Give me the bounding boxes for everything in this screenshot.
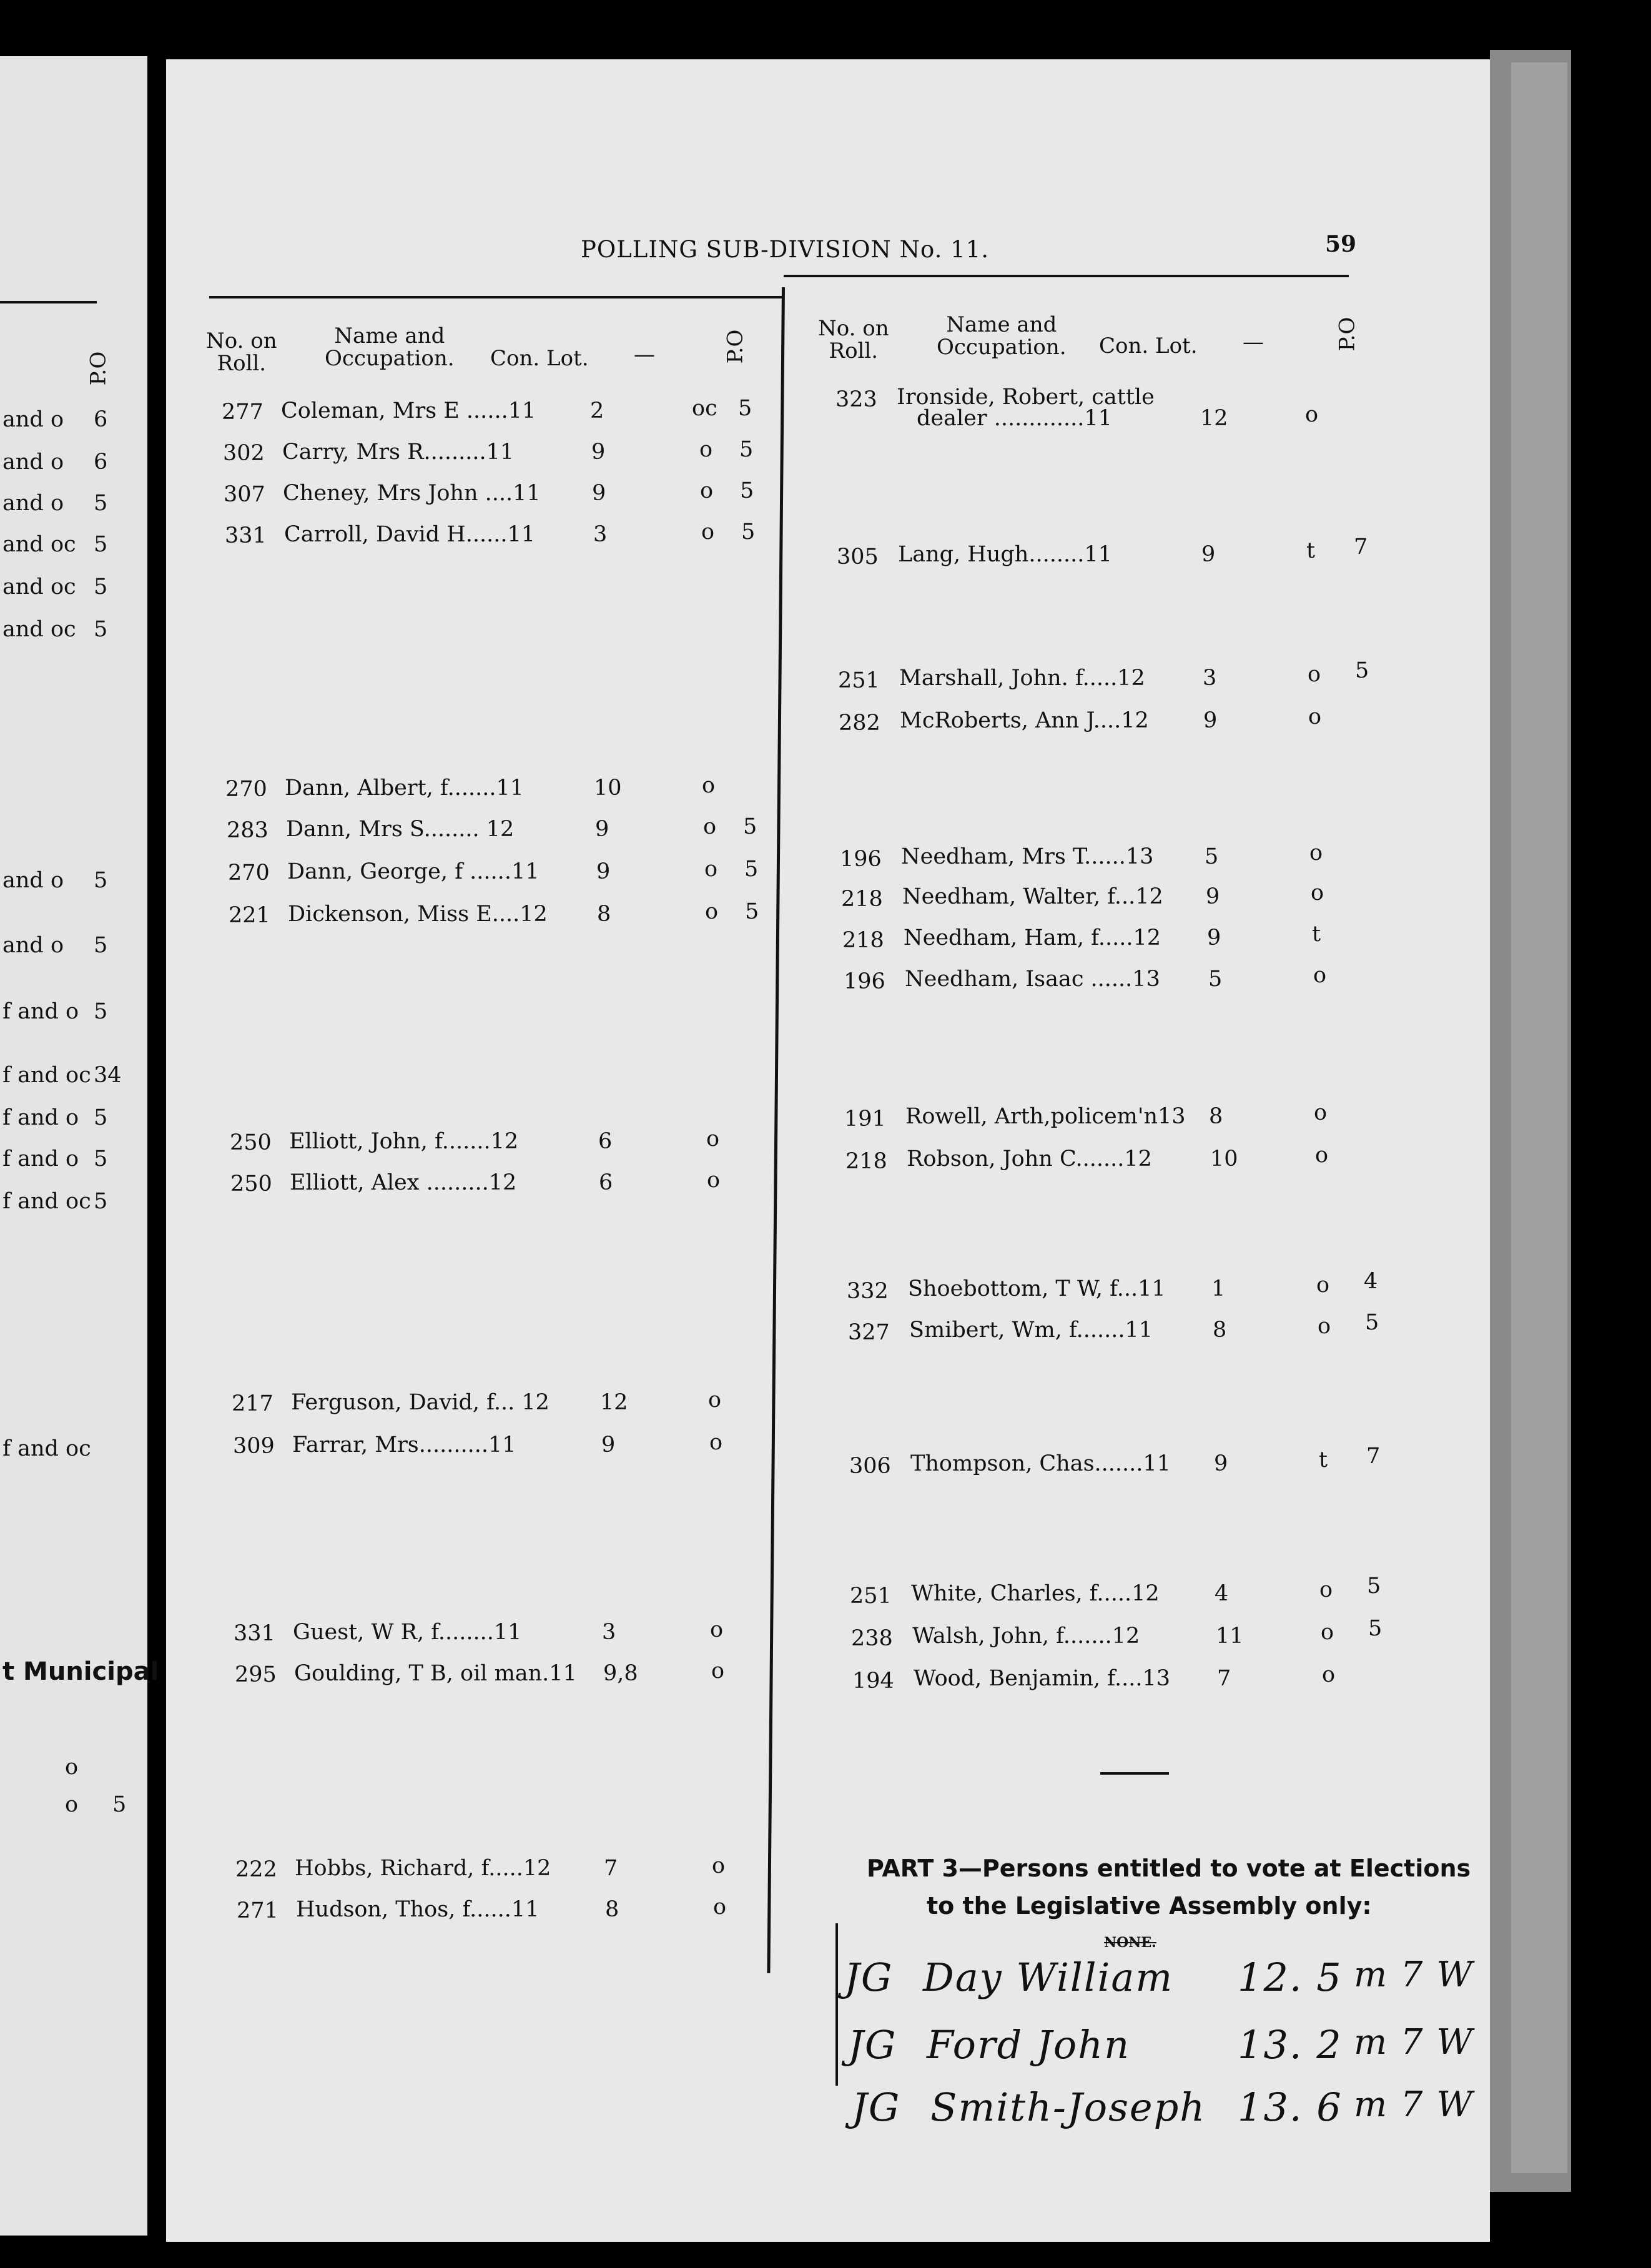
entry-flag: t: [1319, 1447, 1328, 1472]
entry-roll: 306: [849, 1454, 891, 1479]
entry-flag: o: [1315, 1143, 1329, 1168]
entry-flag: o: [708, 1388, 722, 1413]
entry-name: McRoberts, Ann J....12: [900, 708, 1149, 733]
entry-roll: 217: [232, 1391, 274, 1416]
page-edge-inner: [1511, 62, 1567, 2173]
entry-name: Carry, Mrs R.........11: [282, 440, 515, 465]
entry-roll: 332: [847, 1279, 889, 1304]
entry-flag: o: [709, 1430, 723, 1455]
fragment-row-text: f and o: [2, 1146, 79, 1171]
entry-lot: 1: [1211, 1276, 1226, 1301]
header-conlot-left: Con. Lot.: [490, 346, 589, 371]
fragment-row-text: and o: [2, 933, 64, 958]
entry-flag: t: [1312, 922, 1321, 947]
page-number: 59: [1325, 231, 1357, 257]
entry-name: Goulding, T B, oil man.11: [294, 1661, 577, 1686]
fragment-row-text: and o: [2, 407, 64, 432]
entry-lot: 4: [1215, 1581, 1229, 1606]
header-po-left: P.O: [722, 329, 748, 364]
entry-lot: 9: [596, 859, 611, 884]
entry-flag: o: [711, 1659, 725, 1684]
entry-flag: o: [701, 520, 715, 545]
header-roll-text: No. on Roll.: [818, 316, 889, 363]
entry-lot: 10: [1210, 1146, 1238, 1171]
entry-po: 5: [741, 520, 756, 545]
fragment-row-po: 5: [94, 1146, 108, 1171]
entry-roll: 251: [838, 668, 880, 693]
part3-margin-line: [835, 1923, 838, 2086]
entry-po: 5: [1355, 658, 1369, 683]
fragment-row-po: 6: [94, 407, 108, 432]
entry-name: Farrar, Mrs..........11: [292, 1432, 516, 1457]
entry-po: 5: [1367, 1574, 1381, 1599]
entry-po: 5: [743, 814, 757, 839]
section-rule: [1100, 1772, 1169, 1775]
entry-roll: 282: [839, 711, 880, 736]
fragment-row-po: 5: [94, 532, 108, 557]
entry-roll: 218: [845, 1149, 887, 1174]
entry-name: White, Charles, f.....12: [911, 1581, 1160, 1606]
fragment-row-po: 5: [94, 491, 108, 516]
entry-name: Shoebottom, T W, f...11: [908, 1276, 1166, 1301]
fragment-row-po: 6: [94, 450, 108, 475]
entry-roll: 270: [225, 777, 267, 802]
entry-name: Rowell, Arth,policem'n13: [905, 1104, 1186, 1129]
handwritten-extra: m 7 W: [1354, 1955, 1474, 1995]
entry-roll: 191: [844, 1107, 886, 1132]
fragment-row-text: and o: [2, 491, 64, 516]
entry-lot: 6: [599, 1170, 613, 1195]
facing-page-fragment: [0, 56, 147, 2236]
entry-flag: o: [1314, 1100, 1328, 1125]
entry-lot: 8: [1209, 1104, 1223, 1129]
entry-roll: 218: [842, 928, 884, 953]
entry-po: 4: [1364, 1269, 1378, 1294]
entry-name: Dickenson, Miss E....12: [288, 902, 548, 927]
entry-roll: 250: [230, 1171, 272, 1196]
entry-flag: o: [1321, 1620, 1334, 1645]
entry-roll: 221: [229, 903, 270, 928]
entry-lot: 9: [1214, 1451, 1228, 1476]
header-po-right: P.O: [1334, 317, 1360, 352]
entry-name: Robson, John C.......12: [907, 1146, 1152, 1171]
fragment-row-po: 5: [94, 999, 108, 1024]
fragment-row-text: f and oc: [2, 1436, 91, 1461]
entry-roll: 251: [850, 1584, 892, 1609]
handwritten-name: Smith-Joseph: [930, 2084, 1206, 2130]
entry-flag: o: [1316, 1273, 1330, 1298]
entry-roll: 283: [227, 818, 269, 843]
entry-name: Lang, Hugh........11: [898, 542, 1112, 567]
entry-roll: 238: [851, 1626, 893, 1651]
entry-name: Coleman, Mrs E ......11: [281, 398, 536, 423]
entry-roll: 196: [840, 847, 882, 872]
entry-flag: t: [1306, 538, 1316, 563]
entry-lot: 12: [1200, 406, 1228, 431]
fragment-row-po: 5: [94, 1105, 108, 1130]
handwritten-con-lot: 13. 6: [1238, 2084, 1343, 2130]
entry-roll: 218: [841, 887, 883, 912]
entry-roll: 295: [235, 1662, 277, 1687]
header-roll-text: No. on Roll.: [206, 328, 277, 376]
entry-roll: 302: [223, 441, 265, 466]
handwritten-initials: JG: [848, 2022, 897, 2068]
entry-flag: o: [1313, 963, 1327, 988]
entry-roll: 196: [844, 969, 885, 994]
header-name-text: Name and Occupation.: [937, 312, 1067, 360]
part3-heading: PART 3—Persons entitled to vote at Elections: [867, 1855, 1471, 1882]
entry-name: Walsh, John, f.......12: [912, 1624, 1140, 1649]
entry-name: Needham, Mrs T......13: [901, 844, 1154, 869]
entry-flag: o: [1311, 880, 1324, 905]
entry-flag: o: [1318, 1314, 1331, 1339]
entry-name: Cheney, Mrs John ....11: [283, 481, 541, 506]
entry-flag: o: [706, 1127, 720, 1151]
entry-name: Ironside, Robert, cattle: [897, 385, 1155, 410]
entry-name: Wood, Benjamin, f....13: [914, 1666, 1171, 1691]
header-roll-right: [818, 317, 889, 362]
fragment-row-text: and o: [2, 868, 64, 893]
fragment-row-po: 5: [94, 1189, 108, 1214]
entry-roll: 309: [233, 1434, 275, 1459]
entry-flag: o: [705, 899, 719, 924]
fragment-row-text: t Municipal: [2, 1657, 159, 1686]
entry-flag: o: [700, 478, 714, 503]
part3-subheading: to the Legislative Assembly only:: [927, 1892, 1372, 1920]
entry-roll: 277: [222, 400, 264, 425]
page-header: POLLING SUB-DIVISION No. 11.: [581, 236, 990, 263]
entry-lot: 3: [1203, 666, 1217, 691]
entry-po: 7: [1354, 535, 1368, 560]
entry-name: Needham, Isaac ......13: [905, 967, 1160, 992]
entry-lot: 9: [601, 1432, 616, 1457]
fragment-row-text: f and oc: [2, 1189, 91, 1214]
entry-flag: o: [703, 814, 717, 839]
fragment-row-text: f and o: [2, 999, 79, 1024]
entry-lot: 3: [593, 522, 608, 547]
entry-lot: 9: [1206, 884, 1220, 909]
fragment-row-text: and oc: [2, 532, 76, 557]
entry-lot: 12: [600, 1390, 628, 1415]
entry-name: Dann, Mrs S........ 12: [286, 817, 515, 842]
fragment-po-header: P.O: [86, 351, 111, 386]
entry-roll: 250: [230, 1130, 272, 1155]
entry-lot: 8: [1213, 1318, 1227, 1343]
entry-name: Hobbs, Richard, f.....12: [295, 1856, 551, 1881]
entry-lot: 9: [1207, 925, 1221, 950]
entry-name: Thompson, Chas.......11: [910, 1451, 1171, 1476]
entry-lot: 6: [598, 1129, 613, 1154]
handwritten-name: Day William: [923, 1955, 1174, 2000]
entry-lot: 9: [591, 440, 606, 465]
entry-roll: 331: [225, 523, 267, 548]
fragment-row-po: 5: [94, 868, 108, 893]
handwritten-extra: m 7 W: [1354, 2022, 1474, 2063]
fragment-row-text: and o: [2, 450, 64, 475]
entry-roll: 307: [224, 482, 265, 507]
entry-roll: 222: [235, 1857, 277, 1882]
entry-roll: 194: [852, 1669, 894, 1694]
part3-none: NONE.: [1104, 1935, 1156, 1951]
entry-name: Carroll, David H......11: [284, 522, 536, 547]
entry-flag: oc: [692, 396, 717, 421]
entry-flag: o: [707, 1168, 721, 1193]
entry-roll: 271: [237, 1898, 278, 1923]
entry-po: 5: [1368, 1616, 1382, 1641]
entry-flag: o: [1308, 704, 1322, 729]
fragment-row-po: 5: [112, 1792, 127, 1817]
handwritten-name: Ford John: [927, 2022, 1131, 2068]
entry-flag: o: [710, 1617, 724, 1642]
fragment-row-text: and oc: [2, 574, 76, 599]
entry-flag: o: [702, 773, 716, 798]
entry-lot: 9: [1203, 708, 1218, 733]
entry-name: Dann, Albert, f.......11: [285, 776, 525, 801]
handwritten-con-lot: 12. 5: [1238, 1955, 1343, 2000]
entry-po: 5: [740, 478, 754, 503]
entry-name: Needham, Walter, f...12: [902, 884, 1163, 909]
header-conlot-right: Con. Lot.: [1099, 333, 1198, 358]
entry-po: 5: [1365, 1310, 1379, 1335]
entry-name: Smibert, Wm, f.......11: [909, 1318, 1153, 1343]
header-name-right: [937, 313, 1067, 358]
entry-flag: o: [1319, 1577, 1333, 1602]
entry-flag: o: [704, 857, 718, 882]
entry-roll: 270: [228, 860, 270, 885]
entry-name: Marshall, John. f.....12: [899, 666, 1145, 691]
entry-name: Hudson, Thos, f......11: [296, 1897, 540, 1922]
entry-name-continued: dealer .............11: [917, 406, 1112, 431]
entry-name: Needham, Ham, f.....12: [904, 925, 1161, 950]
fragment-row-text: o: [65, 1755, 79, 1780]
fragment-row-po: 5: [94, 617, 108, 642]
fragment-rule: [0, 301, 97, 303]
entry-flag: o: [713, 1895, 727, 1920]
header-rule-right: [784, 275, 1349, 277]
handwritten-extra: m 7 W: [1354, 2084, 1474, 2125]
header-roll-left: [206, 330, 277, 375]
fragment-row-po: 5: [94, 933, 108, 958]
entry-roll: 305: [837, 545, 879, 569]
entry-roll: 331: [234, 1621, 275, 1646]
entry-po: 5: [739, 437, 754, 462]
header-name-text: Name and Occupation.: [325, 323, 455, 371]
header-name-left: [325, 325, 455, 370]
fragment-row-text: and oc: [2, 617, 76, 642]
fragment-row-po: 34: [94, 1063, 122, 1088]
entry-lot: 7: [604, 1856, 618, 1881]
entry-lot: 10: [594, 776, 622, 801]
entry-lot: 9: [595, 817, 609, 842]
entry-lot: 7: [1217, 1666, 1231, 1691]
entry-flag: o: [712, 1853, 726, 1878]
handwritten-initials: JG: [852, 2084, 901, 2130]
entry-lot: 9: [592, 481, 606, 506]
handwritten-initials: JG: [844, 1955, 894, 2000]
entry-flag: o: [1305, 402, 1319, 427]
entry-lot: 5: [1205, 844, 1219, 869]
entry-flag: o: [1308, 662, 1321, 687]
entry-name: Elliott, John, f.......12: [289, 1129, 519, 1154]
entry-lot: 3: [602, 1620, 616, 1645]
entry-roll: 327: [848, 1320, 890, 1345]
entry-lot: 5: [1208, 967, 1223, 992]
entry-name: Elliott, Alex .........12: [290, 1170, 517, 1195]
fragment-row-text: f and o: [2, 1105, 79, 1130]
entry-flag: o: [1309, 841, 1323, 865]
entry-name: Dann, George, f ......11: [287, 859, 540, 884]
entry-lot: 11: [1216, 1624, 1244, 1649]
handwritten-con-lot: 13. 2: [1238, 2022, 1343, 2068]
entry-po: 5: [738, 396, 752, 421]
entry-roll: 323: [835, 387, 877, 412]
entry-lot: 2: [590, 398, 604, 423]
fragment-row-po: 5: [94, 574, 108, 599]
entry-flag: o: [1322, 1662, 1336, 1687]
entry-lot: 8: [605, 1897, 619, 1922]
entry-lot: 9: [1201, 542, 1216, 567]
header-rule-left: [209, 296, 784, 298]
header-dash-right: —: [1243, 330, 1264, 355]
entry-lot: 9,8: [603, 1661, 638, 1686]
fragment-row-text: f and oc: [2, 1063, 91, 1088]
entry-flag: o: [699, 437, 713, 462]
book-gutter: [147, 0, 166, 2268]
fragment-row-text: o: [65, 1792, 79, 1817]
header-dash-left: —: [634, 342, 655, 367]
entry-name: Guest, W R, f........11: [293, 1620, 522, 1645]
entry-po: 7: [1366, 1444, 1381, 1469]
entry-po: 5: [745, 899, 759, 924]
entry-po: 5: [744, 857, 759, 882]
entry-name: Ferguson, David, f... 12: [291, 1390, 550, 1415]
entry-lot: 8: [597, 902, 611, 927]
